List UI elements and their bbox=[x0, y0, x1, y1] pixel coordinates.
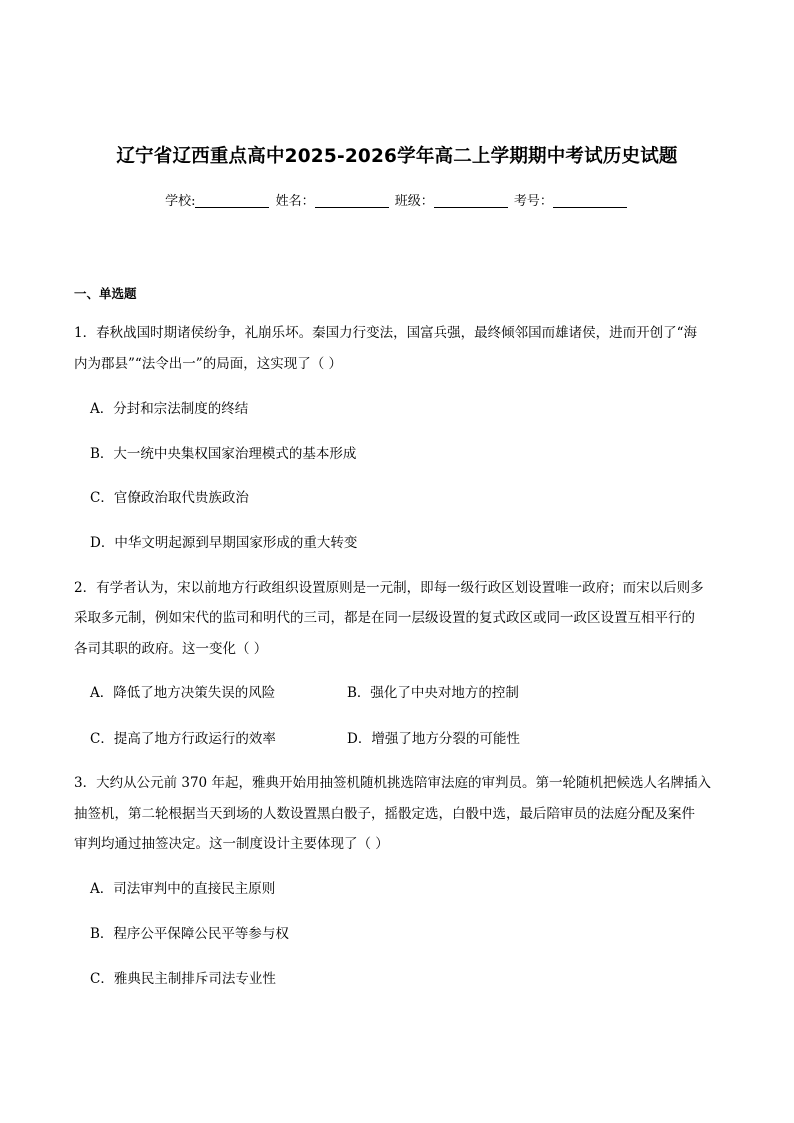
question-2-option-b: B．强化了中央对地方的控制 bbox=[347, 685, 519, 701]
class-blank bbox=[434, 193, 508, 208]
question-3-stem-line: 3．大约从公元前 370 年起，雅典开始用抽签机随机挑选陪审法庭的审判员。第一轮随机把候选人名牌插入 bbox=[74, 775, 711, 791]
class-field bbox=[395, 190, 510, 209]
student-info-line bbox=[0, 190, 794, 209]
exam-number-blank bbox=[553, 193, 627, 208]
name-blank bbox=[315, 193, 389, 208]
question-1-stem-line: 内为郡县”“法令出一”的局面，这实现了（ ） bbox=[74, 356, 342, 372]
question-1-stem-line: 1．春秋战国时期诸侯纷争，礼崩乐坏。秦国力行变法，国富兵强，最终倾邻国而雄诸侯，进而开创了“海 bbox=[74, 325, 697, 341]
school-label: 学校: bbox=[165, 194, 196, 209]
question-3-stem-line: 审判均通过抽签决定。这一制度设计主要体现了（ ） bbox=[74, 836, 389, 852]
question-2-stem-line: 各司其职的政府。这一变化（ ） bbox=[74, 641, 268, 657]
school-field bbox=[165, 190, 271, 209]
class-label: 班级： bbox=[394, 194, 434, 209]
question-2-option-d: D．增强了地方分裂的可能性 bbox=[347, 731, 520, 747]
exam-number-field bbox=[514, 190, 629, 209]
section-heading: 一、单选题 bbox=[74, 286, 137, 301]
question-2-stem-line: 2．有学者认为，宋以前地方行政组织设置原则是一元制，即每一级行政区划设置唯一政府；而宋以后则多 bbox=[74, 580, 704, 596]
name-field bbox=[276, 190, 391, 209]
question-1-option-b: B．大一统中央集权国家治理模式的基本形成 bbox=[90, 446, 357, 462]
question-2-option-a: A．降低了地方决策失误的风险 bbox=[90, 685, 276, 701]
question-1-option-d: D．中华文明起源到早期国家形成的重大转变 bbox=[90, 535, 358, 551]
question-3-stem-line: 抽签机，第二轮根据当天到场的人数设置黑白骰子，摇骰定选，白骰中选，最后陪审员的法庭分配及案件 bbox=[74, 806, 695, 822]
question-2-stem-line: 采取多元制，例如宋代的监司和明代的三司，都是在同一层级设置的复式政区或同一政区设置互相平行的 bbox=[74, 610, 695, 626]
question-3-option-b: B．程序公平保障公民平等参与权 bbox=[90, 926, 289, 942]
question-1-option-a: A．分封和宗法制度的终结 bbox=[90, 401, 249, 417]
question-3-option-a: A．司法审判中的直接民主原则 bbox=[90, 881, 276, 897]
school-blank bbox=[195, 193, 269, 208]
exam-number-label: 考号： bbox=[513, 194, 553, 209]
page-title: 辽宁省辽西重点高中2025-2026学年高二上学期期中考试历史试题 bbox=[116, 146, 678, 167]
question-2-option-c: C．提高了地方行政运行的效率 bbox=[90, 731, 276, 747]
name-label: 姓名： bbox=[275, 194, 315, 209]
question-3-option-c: C．雅典民主制排斥司法专业性 bbox=[90, 971, 276, 987]
question-1-option-c: C．官僚政治取代贵族政治 bbox=[90, 490, 249, 506]
